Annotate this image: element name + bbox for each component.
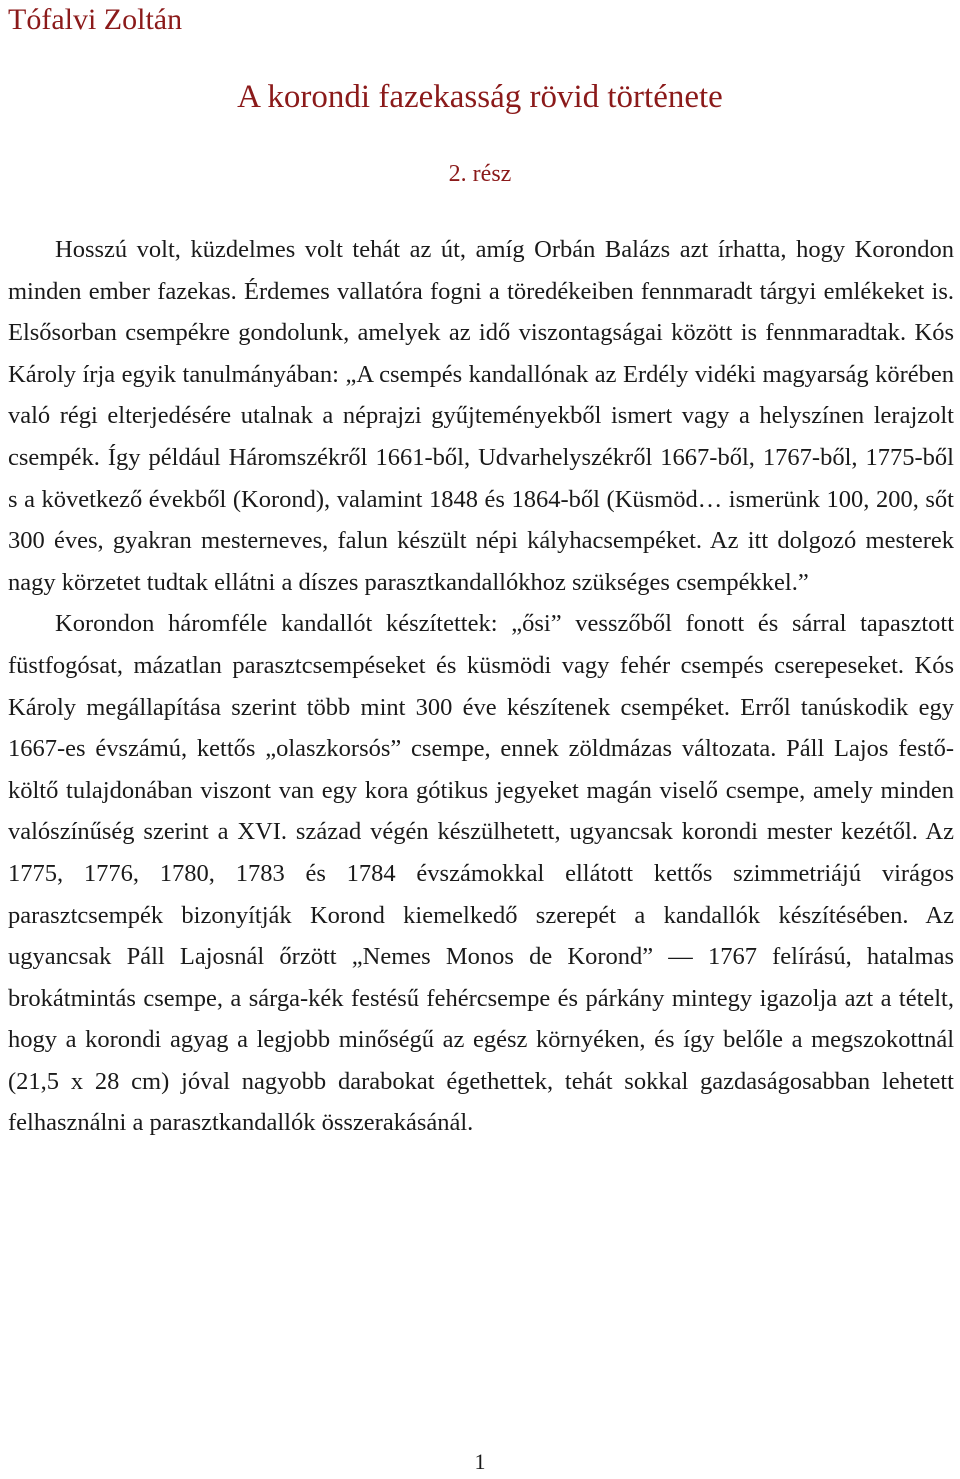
part-subtitle: 2. rész <box>448 161 512 187</box>
author-name: Tófalvi Zoltán <box>8 3 183 36</box>
article-body <box>8 229 954 1144</box>
page-number: 1 <box>474 1449 486 1474</box>
paragraph-1: Hosszú volt, küzdelmes volt tehát az út, amíg Orbán Balázs azt írhatta, hogy Korondon minden ember fazekas. Érdemes vallatóra fogni a töredékeiben fennmaradt tárgyi emlékeket is. Elsősorban csempékre gondolunk, amelyek az idő viszontagságai között is fennmaradtak. Kós Károly írja egyik tanulmányában: „A csempés kandallónak az Erdély vidéki magyarság körében való régi elterjedésére utalnak a néprajzi gyűjteményekből ismert vagy a helyszínen lerajzolt csempék. Így például Háromszékről 1661-ből, Udvarhelyszékről 1667-ből, 1767-ből, 1775-ből s a következő évekből (Korond), valamint 1848 és 1864-ből (Küsmöd… ismerünk 100, 200, sőt 300 éves, gyakran mesterneves, falun készült népi kályhacsempéket. Az itt dolgozó mesterek nagy körzetet tudtak ellátni a díszes parasztkandallókhoz szükséges csempékkel.” <box>8 236 954 596</box>
paragraph-2: Korondon háromféle kandallót készítettek: „ősi” vesszőből fonott és sárral tapasztott füstfogósat, mázatlan parasztcsempéseket és küsmödi vagy fehér csempés cserepeseket. Kós Károly megállapítása szerint több mint 300 éve készítenek csempéket. Erről tanúskodik egy 1667-es évszámú, kettős „olaszkorsós” csempe, ennek zöldmázas változata. Páll Lajos festő-költő tulajdonában viszont van egy kora gótikus jegyeket magán viselő csempe, amely minden valószínűség szerint a XVI. század végén készülhetett, ugyancsak korondi mester kezétől. Az 1775, 1776, 1780, 1783 és 1784 évszámokkal ellátott kettős szimmetriájú virágos parasztcsempék bizonyítják Korond kiemelkedő szerepét a kandallók készítésében. Az ugyancsak Páll Lajosnál őrzött „Nemes Monos de Korond” — 1767 felírású, hatalmas brokátmintás csempe, a sárga-kék festésű fehércsempe és párkány mintegy igazolja azt a tételt, hogy a korondi agyag a legjobb minőségű az egész környéken, és így belőle a megszokottnál (21,5 x 28 cm) jóval nagyobb darabokat égethettek, tehát sokkal gazdaságosabban lehetett felhasználni a parasztkandallók összerakásánál. <box>8 610 954 1137</box>
page-title: A korondi fazekasság rövid története <box>237 79 723 115</box>
